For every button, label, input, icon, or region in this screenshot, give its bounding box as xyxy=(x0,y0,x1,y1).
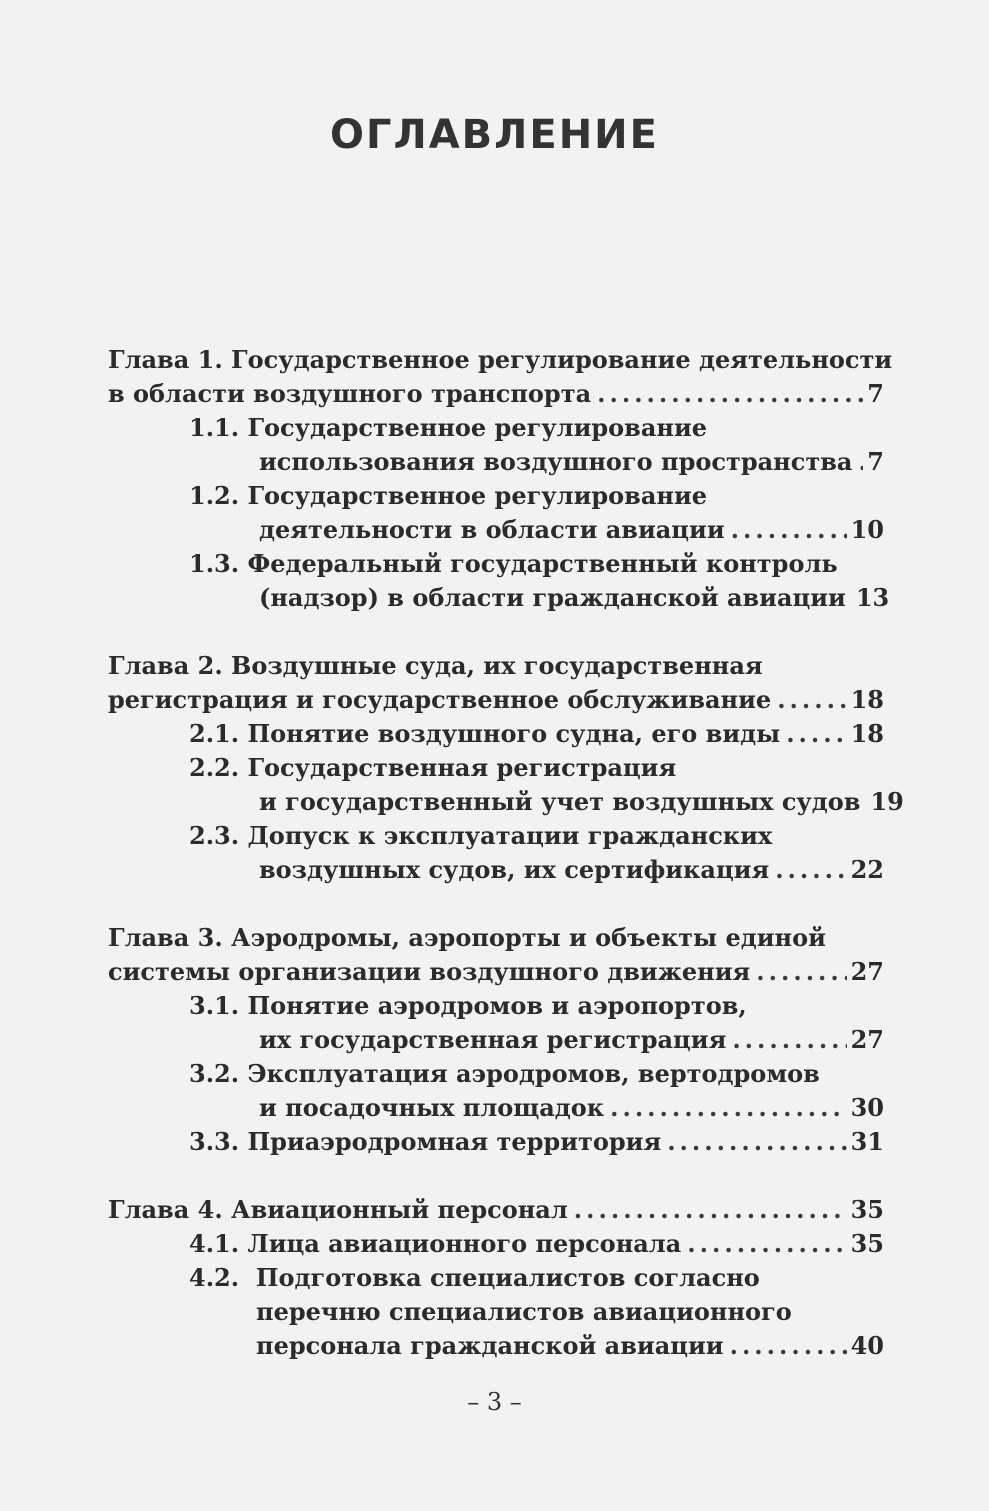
toc-section-line xyxy=(108,1057,884,1091)
toc-section-title: и посадочных площадок xyxy=(259,1093,605,1122)
toc-section-line xyxy=(108,785,904,819)
toc-page-number: 18 xyxy=(850,719,884,748)
toc-section-title: 2.2. Государственная регистрация xyxy=(189,753,677,782)
toc-section-4-1 xyxy=(108,1227,884,1261)
toc-leader-dots xyxy=(775,853,846,887)
toc-leader-dots xyxy=(858,445,863,479)
toc-chapter-title: Глава 3. Аэродромы, аэропорты и объекты единой xyxy=(108,923,826,952)
toc-section-2-1 xyxy=(108,717,884,751)
toc-page-number: 35 xyxy=(850,1195,884,1224)
toc-chapter-title: Глава 4. Авиационный персонал xyxy=(108,1195,568,1224)
toc-section-title: (надзор) в области гражданской авиации xyxy=(259,583,846,612)
toc-leader-dots xyxy=(756,955,846,989)
toc-chapter-line xyxy=(108,683,884,717)
toc-page-number: 7 xyxy=(867,379,884,408)
toc-section-line xyxy=(108,1023,884,1057)
toc-section-line xyxy=(108,411,884,445)
toc-section-title: 4.2. Подготовка специалистов согласно xyxy=(189,1263,760,1292)
toc-page-number: 7 xyxy=(867,447,884,476)
toc-section-title: 2.3. Допуск к эксплуатации гражданских xyxy=(189,821,773,850)
toc-chapter-3 xyxy=(108,921,884,1159)
toc-section-line xyxy=(108,547,884,581)
toc-section-line xyxy=(108,853,884,887)
toc-section-2-3 xyxy=(108,819,884,887)
toc-section-title: 1.2. Государственное регулирование xyxy=(189,481,708,510)
toc-chapter-title: системы организации воздушного движения xyxy=(108,957,751,986)
toc-section-title: 3.3. Приаэродромная территория xyxy=(189,1127,662,1156)
toc-leader-dots xyxy=(777,683,846,717)
page-title: ОГЛАВЛЕНИЕ xyxy=(330,112,659,158)
toc-section-title: 1.3. Федеральный государственный контроль xyxy=(189,549,838,578)
toc-section-3-1 xyxy=(108,989,884,1057)
toc-chapter-line xyxy=(108,343,893,377)
toc-section-line xyxy=(108,989,884,1023)
toc-page-number: 22 xyxy=(850,855,884,884)
toc-section-line xyxy=(108,1091,884,1125)
toc-section-1-3 xyxy=(108,547,890,615)
toc-section-3-2 xyxy=(108,1057,884,1125)
toc-section-line xyxy=(108,581,890,615)
toc-section-line xyxy=(108,1329,884,1363)
toc-page-number: 13 xyxy=(855,583,890,612)
toc-page-number: 18 xyxy=(850,685,884,714)
table-of-contents xyxy=(108,343,904,1397)
toc-section-line xyxy=(108,1295,884,1329)
toc-section-line xyxy=(108,479,884,513)
toc-page-number: 40 xyxy=(850,1331,884,1360)
toc-section-line xyxy=(108,1261,884,1295)
toc-section-2-2 xyxy=(108,751,904,819)
toc-page-number: 31 xyxy=(850,1127,884,1156)
toc-leader-dots xyxy=(597,377,863,411)
toc-section-line xyxy=(108,445,884,479)
toc-section-title: 1.1. Государственное регулирование xyxy=(189,413,708,442)
toc-section-title: 2.1. Понятие воздушного судна, его виды xyxy=(189,719,781,748)
toc-section-4-2 xyxy=(108,1261,884,1363)
toc-section-1-2 xyxy=(108,479,884,547)
toc-section-line xyxy=(108,1125,884,1159)
toc-chapter-line xyxy=(108,1193,884,1227)
toc-chapter-2 xyxy=(108,649,904,887)
toc-chapter-title: Глава 1. Государственное регулирование деятельности xyxy=(108,345,893,374)
toc-chapter-title: регистрация и государственное обслуживание xyxy=(108,685,772,714)
toc-page-number: 35 xyxy=(850,1229,884,1258)
toc-chapter-4 xyxy=(108,1193,884,1363)
toc-section-title: использования воздушного пространства xyxy=(259,447,853,476)
toc-chapter-line xyxy=(108,377,884,411)
toc-section-title: их государственная регистрация xyxy=(259,1025,727,1054)
toc-section-line xyxy=(108,717,884,751)
toc-chapter-title: в области воздушного транспорта xyxy=(108,379,592,408)
toc-section-title: деятельности в области авиации xyxy=(259,515,725,544)
toc-page-number: 27 xyxy=(850,1025,884,1054)
toc-page-number: 30 xyxy=(850,1093,884,1122)
toc-leader-dots xyxy=(574,1193,847,1227)
toc-section-line xyxy=(108,1227,884,1261)
toc-section-title: перечню специалистов авиационного xyxy=(256,1297,792,1326)
toc-section-title: и государственный учет воздушных судов xyxy=(259,787,861,816)
toc-leader-dots xyxy=(667,1125,846,1159)
toc-section-1-1 xyxy=(108,411,884,479)
toc-chapter-1 xyxy=(108,343,893,615)
toc-section-line xyxy=(108,819,884,853)
toc-section-title: 3.2. Эксплуатация аэродромов, вертодромов xyxy=(189,1059,820,1088)
toc-leader-dots xyxy=(687,1227,846,1261)
toc-leader-dots xyxy=(610,1091,846,1125)
toc-section-title: 4.1. Лица авиационного персонала xyxy=(189,1229,682,1258)
toc-section-3-3 xyxy=(108,1125,884,1159)
toc-chapter-line xyxy=(108,649,884,683)
toc-section-line xyxy=(108,513,884,547)
toc-page-number: 27 xyxy=(850,957,884,986)
toc-section-title: воздушных судов, их сертификация xyxy=(259,855,770,884)
toc-leader-dots xyxy=(731,513,847,547)
toc-page-number: 19 xyxy=(870,787,904,816)
toc-chapter-line xyxy=(108,955,884,989)
toc-leader-dots xyxy=(730,1329,847,1363)
toc-section-title: 3.1. Понятие аэродромов и аэропортов, xyxy=(189,991,747,1020)
toc-page-number: 10 xyxy=(850,515,884,544)
toc-section-line xyxy=(108,751,884,785)
toc-leader-dots xyxy=(786,717,846,751)
toc-leader-dots xyxy=(732,1023,846,1057)
page-number: – 3 – xyxy=(467,1388,522,1416)
toc-section-title: персонала гражданской авиации xyxy=(256,1331,724,1360)
toc-chapter-title: Глава 2. Воздушные суда, их государственная xyxy=(108,651,763,680)
toc-chapter-line xyxy=(108,921,884,955)
